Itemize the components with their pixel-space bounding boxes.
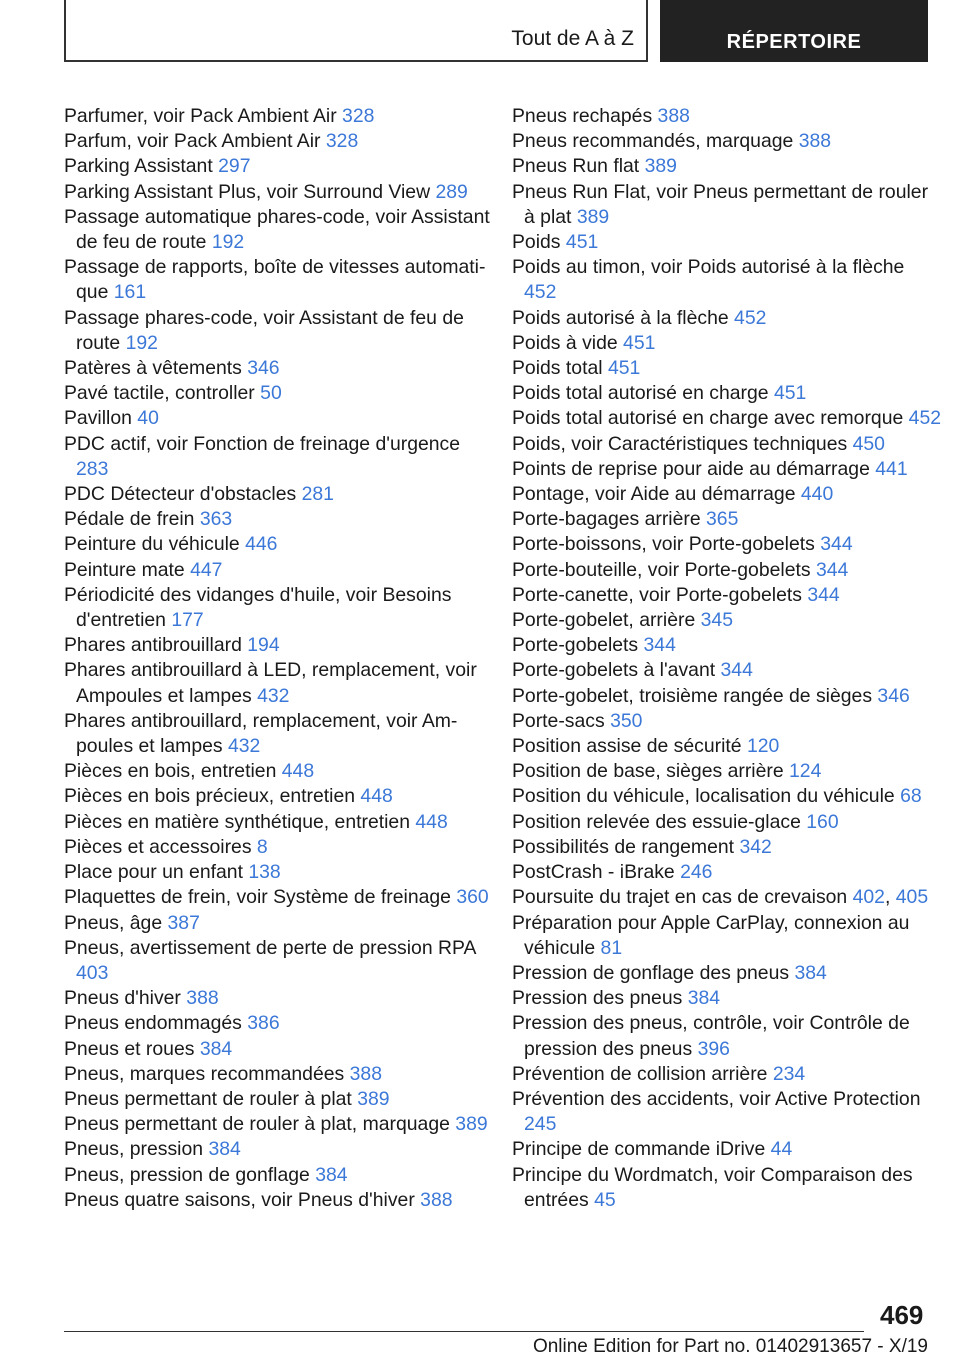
index-term: Préparation pour Apple CarPlay, connexion au véhicule (512, 911, 910, 959)
index-term: Points de reprise pour aide au démarrage (512, 457, 876, 480)
index-entry (512, 104, 942, 129)
page-link[interactable]: 350 (610, 709, 643, 732)
index-entry (512, 154, 942, 179)
page-link[interactable]: 346 (877, 684, 910, 707)
page-link[interactable]: 283 (76, 457, 109, 480)
index-entry (512, 583, 942, 608)
index-entry (64, 1011, 494, 1036)
index-term: Pneus recommandés, marquage (512, 130, 799, 153)
index-term: Patères à vêtements (64, 357, 248, 380)
index-entry (512, 558, 942, 583)
index-term: Porte-gobelets (512, 634, 644, 657)
header-tabs (64, 0, 928, 66)
index-entry (64, 306, 494, 356)
index-term: Porte-bouteille, voir Porte-gobelets (512, 558, 816, 581)
index-term: Porte-canette, voir Porte-gobelets (512, 583, 808, 606)
page-link[interactable]: 386 (247, 1012, 280, 1035)
page-link[interactable]: 450 (852, 432, 885, 455)
index-term: Peinture mate (64, 558, 191, 581)
index-entry (512, 180, 942, 230)
index-entry (64, 104, 494, 129)
index-term: Pneus, marques recommandées (64, 1062, 350, 1085)
page-link[interactable]: 432 (257, 684, 290, 707)
index-entry (512, 1163, 942, 1213)
page-link[interactable]: 328 (342, 105, 375, 127)
tab-tout-de-a-a-z[interactable]: Tout de A à Z (64, 0, 648, 62)
index-entry (512, 709, 942, 734)
index-entry (512, 356, 942, 381)
index-term: Porte-gobelets à l'avant (512, 659, 721, 682)
index-entry (512, 1137, 942, 1162)
page-link[interactable]: 194 (247, 634, 280, 657)
index-entry (64, 558, 494, 583)
index-term: Pièces en matière synthétique, entretien (64, 810, 416, 833)
page-link[interactable]: 328 (325, 130, 359, 153)
index-term: Porte-boissons, voir Porte-gobelets (512, 533, 821, 556)
page-link[interactable]: 451 (623, 331, 656, 354)
index-entry (512, 457, 942, 482)
page-link[interactable]: 344 (643, 634, 676, 657)
index-entry (64, 709, 494, 759)
index-term: Pneus rechapés (512, 105, 658, 127)
page-link[interactable]: 451 (565, 231, 599, 254)
index-entry (512, 482, 942, 507)
index-term: Place pour un enfant (64, 861, 249, 884)
index-entry: Poursuite du trajet en cas de crevaison 402, 405 (512, 886, 929, 909)
page-link[interactable]: 138 (248, 861, 281, 884)
page-link[interactable]: 161 (113, 281, 147, 304)
index-term: Peinture du véhicule (64, 533, 246, 556)
index-entry (64, 759, 494, 784)
index-term: Poids autorisé à la flèche (512, 306, 735, 329)
page-link[interactable]: 344 (807, 583, 840, 606)
index-entry (512, 961, 942, 986)
index-term: Possibilités de rangement (512, 835, 740, 858)
page-link[interactable]: 360 (456, 886, 489, 909)
index-entry (64, 180, 494, 205)
index-entry (512, 406, 942, 431)
index-entry (512, 129, 942, 154)
page-link[interactable]: 342 (739, 835, 772, 858)
index-term: Pression des pneus, contrôle, voir Contrôle de pression des pneus (512, 1012, 910, 1060)
page-link[interactable]: 451 (773, 382, 807, 405)
page-link[interactable]: 81 (600, 936, 623, 959)
index-entry (64, 1163, 494, 1188)
index-entry (64, 129, 494, 154)
page-link[interactable]: 363 (199, 508, 233, 531)
index-term: Position de base, sièges arrière (512, 760, 790, 783)
index-entry (512, 507, 942, 532)
page-link[interactable]: 389 (644, 155, 677, 178)
index-column-right (512, 104, 942, 1213)
index-entry (64, 1112, 494, 1137)
index-term: Pneus Run Flat, voir Pneus permettant de rouler à plat (512, 180, 929, 228)
page-link[interactable]: 448 (415, 810, 448, 833)
index-entry (64, 1087, 494, 1112)
page-link[interactable]: 45 (594, 1188, 616, 1211)
page-link[interactable]: 177 (171, 609, 204, 632)
page-link[interactable]: 389 (576, 205, 610, 228)
page-link[interactable]: 365 (706, 508, 739, 531)
page-link[interactable]: 50 (260, 382, 282, 405)
index-term: Prévention des accidents, voir Active Protection (512, 1087, 921, 1110)
page-link[interactable]: 344 (720, 659, 753, 682)
index-entry (512, 759, 942, 784)
index-entry (64, 154, 494, 179)
page-link[interactable]: 452 (734, 306, 767, 329)
page-link[interactable]: 281 (301, 483, 334, 506)
index-term: Pneus, âge (64, 911, 168, 934)
index-term: Porte-gobelet, troisième rangée de sièges (512, 684, 878, 707)
page-link[interactable]: 345 (700, 609, 733, 632)
page-link[interactable]: 384 (687, 987, 721, 1010)
index-term: Pneus, pression (64, 1138, 209, 1161)
page-link[interactable]: 160 (806, 810, 839, 833)
page-link[interactable]: 297 (218, 155, 251, 178)
page-link[interactable]: 387 (167, 911, 200, 934)
index-entry (64, 583, 494, 633)
index-term: Pédale de frein (64, 508, 200, 531)
index-term: Poids à vide (512, 331, 624, 354)
page-link[interactable]: 396 (697, 1037, 730, 1060)
index-entry (512, 1087, 942, 1137)
index-term: Phares antibrouillard à LED, remplacement, voir Ampoules et lampes (64, 659, 477, 707)
index-entry (64, 532, 494, 557)
page-link[interactable]: 432 (227, 735, 261, 758)
index-entry (64, 810, 494, 835)
index-entry (512, 432, 942, 457)
index-term: Plaquettes de frein, voir Système de freinage (64, 886, 457, 909)
index-entry (64, 482, 494, 507)
page-link[interactable]: 120 (746, 735, 780, 758)
page-link[interactable]: 405 (895, 886, 929, 909)
index-term: Pneus, pression de gonflage (64, 1163, 316, 1186)
index-term: Pneus Run flat (512, 155, 645, 178)
index-term: Pontage, voir Aide au démarrage (512, 483, 801, 506)
index-term: Porte-bagages arrière (512, 508, 707, 531)
index-term: Poursuite du trajet en cas de crevaison (512, 886, 853, 909)
index-entry (512, 986, 942, 1011)
page-link[interactable]: 388 (186, 987, 219, 1010)
index-term: Pièces et accessoires (64, 835, 257, 858)
page-link[interactable]: 192 (211, 231, 245, 254)
index-term: PostCrash - iBrake (512, 861, 681, 884)
index-entry (512, 1011, 942, 1061)
index-entry (64, 255, 494, 305)
index-entry (64, 911, 494, 936)
index-term: Poids au timon, voir Poids autorisé à la flèche (512, 256, 905, 279)
page-link[interactable]: 246 (680, 861, 713, 884)
page-link[interactable]: 388 (349, 1062, 382, 1085)
index-entry (512, 633, 942, 658)
index-term: Pneus endommagés (64, 1012, 248, 1035)
page-link[interactable]: 346 (247, 357, 280, 380)
page-link[interactable]: 388 (798, 130, 832, 153)
footer-text: Online Edition for Part no. 01402913657 - X/19 (532, 1336, 928, 1357)
footer-divider (64, 1331, 864, 1332)
index-entry (512, 734, 942, 759)
index-column-left (64, 104, 494, 1213)
page-link[interactable]: 389 (455, 1113, 488, 1136)
index-entry (64, 986, 494, 1011)
index-entry (512, 532, 942, 557)
index-term: Poids (512, 231, 566, 254)
page-link[interactable]: 402 (852, 886, 885, 909)
index-entry (64, 205, 494, 255)
index-term: Pneus permettant de rouler à plat (64, 1087, 358, 1110)
index-entry (64, 885, 494, 910)
index-entry (512, 860, 942, 885)
page-link[interactable]: 44 (770, 1138, 793, 1161)
index-term: Principe de commande iDrive (512, 1138, 771, 1161)
index-term: Porte-gobelet, arrière (512, 609, 701, 632)
index-entry (512, 255, 942, 305)
page-link[interactable]: 389 (357, 1087, 390, 1110)
index-entry (64, 633, 494, 658)
index-entry (512, 230, 942, 255)
index-term: Position assise de sécurité (512, 735, 747, 758)
index-entry (64, 381, 494, 406)
index-term: Pneus permettant de rouler à plat, marquage (64, 1113, 456, 1136)
index-term: Pneus et roues (64, 1037, 200, 1060)
index-entry (64, 936, 494, 986)
index-term: Phares antibrouillard, remplacement, voir Ampoules et lampes (64, 709, 458, 758)
page-link[interactable]: 441 (875, 457, 908, 480)
index-entry (64, 1188, 494, 1213)
page-link[interactable]: 245 (524, 1113, 557, 1136)
index-entry (64, 658, 494, 708)
page-link[interactable]: 448 (281, 760, 315, 783)
index-term: Pavillon (64, 407, 138, 430)
index-term: Parking Assistant (64, 155, 219, 178)
index-term: Pièces en bois, entretien (64, 760, 282, 783)
index-entry (64, 432, 494, 482)
index-term: Porte-sacs (512, 709, 611, 732)
index-term: PDC Détecteur d'obstacles (64, 483, 302, 506)
index-term: Passage de rapports, boîte de vitesses automatique (64, 256, 486, 304)
page-link[interactable]: 384 (199, 1037, 233, 1060)
page-link[interactable]: 8 (256, 835, 268, 858)
page-number: 469 (880, 1300, 924, 1330)
index-term: Pièces en bois précieux, entretien (64, 785, 361, 808)
page-link[interactable]: 452 (908, 407, 942, 430)
index-term: Pneus, avertissement de perte de pression RPA (64, 936, 476, 959)
page-link[interactable]: 388 (657, 105, 690, 127)
index-entry (512, 381, 942, 406)
index-term: Parfum, voir Pack Ambient Air (64, 130, 326, 153)
index-term: Poids, voir Caractéristiques techniques (512, 432, 853, 455)
index-entry (512, 1062, 942, 1087)
index-term: Parfumer, voir Pack Ambient Air (64, 105, 343, 127)
index-entry (64, 1037, 494, 1062)
index-entry (512, 784, 942, 809)
page-link[interactable]: 446 (245, 533, 278, 556)
index-entry (512, 658, 942, 683)
page-link[interactable]: 447 (190, 558, 223, 581)
index-entry (512, 810, 942, 835)
index-term: Poids total autorisé en charge (512, 382, 774, 405)
index-term: Poids total autorisé en charge avec remorque (512, 407, 909, 430)
index-entry (512, 835, 942, 860)
index-term: Position relevée des essuie-glace (512, 810, 807, 833)
index-entry (64, 835, 494, 860)
page-link[interactable]: 344 (820, 533, 853, 556)
index-term: Pression des pneus (512, 987, 688, 1010)
index-entry (512, 608, 942, 633)
index-term: Prévention de collision arrière (512, 1062, 773, 1085)
index-term: Passage phares-code, voir Assistant de feu de route (64, 306, 464, 354)
page-link[interactable]: 384 (315, 1163, 348, 1186)
page-link[interactable]: 403 (76, 961, 109, 984)
page-link[interactable]: 192 (125, 331, 158, 354)
index-entry (512, 684, 942, 709)
page-link[interactable]: 68 (900, 785, 922, 808)
index-term: Passage automatique phares-code, voir Assistant de feu de route (64, 205, 490, 254)
index-term: Pression de gonflage des pneus (512, 961, 795, 984)
index-entry (64, 1137, 494, 1162)
index-term: Parking Assistant Plus, voir Surround View (64, 180, 436, 203)
index-term: Pavé tactile, controller (64, 382, 261, 405)
page-link[interactable]: 234 (772, 1062, 806, 1085)
index-term: Poids total (512, 357, 608, 380)
page-link[interactable]: 384 (794, 961, 827, 984)
page-link[interactable]: 40 (137, 407, 159, 430)
page-link[interactable]: 440 (800, 483, 834, 506)
index-term: Position du véhicule, localisation du véhicule (512, 785, 901, 808)
page-link[interactable]: 448 (360, 785, 393, 808)
index-entry (64, 860, 494, 885)
index-term: PDC actif, voir Fonction de freinage d'urgence (64, 432, 461, 455)
index-entry (64, 784, 494, 809)
page-link[interactable]: 124 (789, 760, 822, 783)
index-entry (512, 911, 942, 961)
index-term: Pneus quatre saisons, voir Pneus d'hiver (64, 1188, 421, 1211)
page-link[interactable]: 344 (815, 558, 849, 581)
page-link[interactable]: 451 (607, 357, 641, 380)
index-entry (64, 356, 494, 381)
index-entry (64, 507, 494, 532)
index-term: Principe du Wordmatch, voir Comparaison des entrées (512, 1163, 913, 1211)
index-term: Phares antibrouillard (64, 634, 248, 657)
index-entry (512, 331, 942, 356)
index-term: Périodicité des vidanges d'huile, voir Besoins d'entretien (64, 583, 452, 632)
index-term: Pneus d'hiver (64, 987, 187, 1010)
page-link[interactable]: 289 (435, 180, 468, 203)
index-entry (64, 406, 494, 431)
page-link[interactable]: 452 (524, 281, 557, 304)
page-link[interactable]: 388 (420, 1188, 453, 1211)
index-entry (64, 1062, 494, 1087)
index-entry (512, 306, 942, 331)
tab-repertoire[interactable]: RÉPERTOIRE (660, 0, 928, 62)
page-link[interactable]: 384 (208, 1138, 241, 1161)
